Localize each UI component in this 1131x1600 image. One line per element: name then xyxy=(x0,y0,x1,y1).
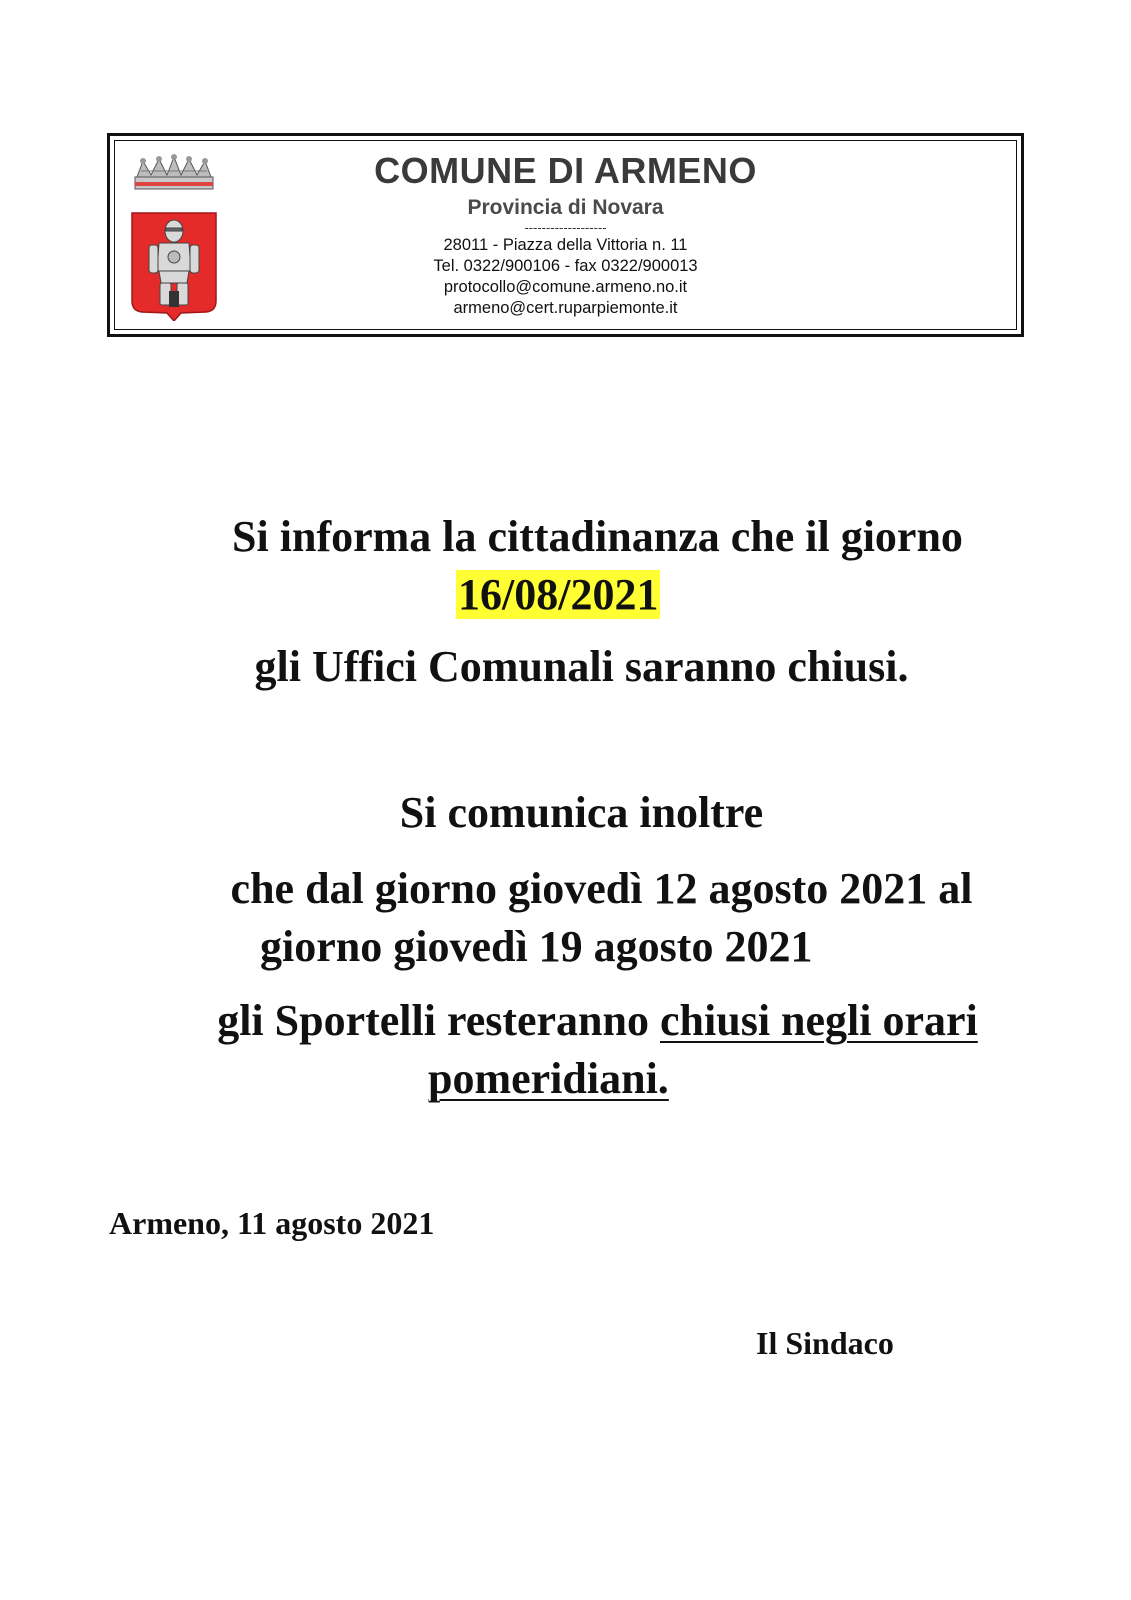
letterhead-text xyxy=(295,141,836,319)
letterhead-separator: ------------------- xyxy=(524,220,607,235)
notice-line-8-underlined: pomeridiani. xyxy=(428,1054,669,1103)
coat-of-arms-icon xyxy=(129,151,219,321)
notice-line-8 xyxy=(428,1052,669,1106)
notice-line-6: giorno giovedì 19 agosto 2021 xyxy=(260,922,813,971)
crown-icon xyxy=(135,154,213,189)
notice-line-7-plain: gli Sportelli resteranno xyxy=(217,996,650,1045)
letterhead xyxy=(107,133,1024,337)
shield-icon xyxy=(132,213,216,321)
pec-email: armeno@cert.ruparpiemonte.it xyxy=(453,299,678,317)
notice-line-1: Si informa la cittadinanza che il giorno xyxy=(232,512,963,561)
province-name: Provincia di Novara xyxy=(467,196,664,219)
notice-line-7-underlined: chiusi negli orari xyxy=(660,996,978,1045)
notice-line-7 xyxy=(0,994,1131,1048)
town-name: COMUNE DI ARMENO xyxy=(374,150,757,191)
phone-fax: Tel. 0322/900106 - fax 0322/900013 xyxy=(433,257,698,275)
signature: Il Sindaco xyxy=(756,1325,894,1361)
address: 28011 - Piazza della Vittoria n. 11 xyxy=(443,236,688,254)
place-and-date: Armeno, 11 agosto 2021 xyxy=(109,1205,435,1241)
email: protocollo@comune.armeno.no.it xyxy=(443,278,688,296)
notice-line-4: Si comunica inoltre xyxy=(399,788,764,837)
notice-line-5: che dal giorno giovedì 12 agosto 2021 al xyxy=(230,864,973,913)
highlighted-date: 16/08/2021 xyxy=(458,570,659,619)
notice-line-3: gli Uffici Comunali saranno chiusi. xyxy=(254,642,909,691)
notice-date-line xyxy=(456,568,660,622)
letterhead-inner-frame xyxy=(114,140,1017,330)
